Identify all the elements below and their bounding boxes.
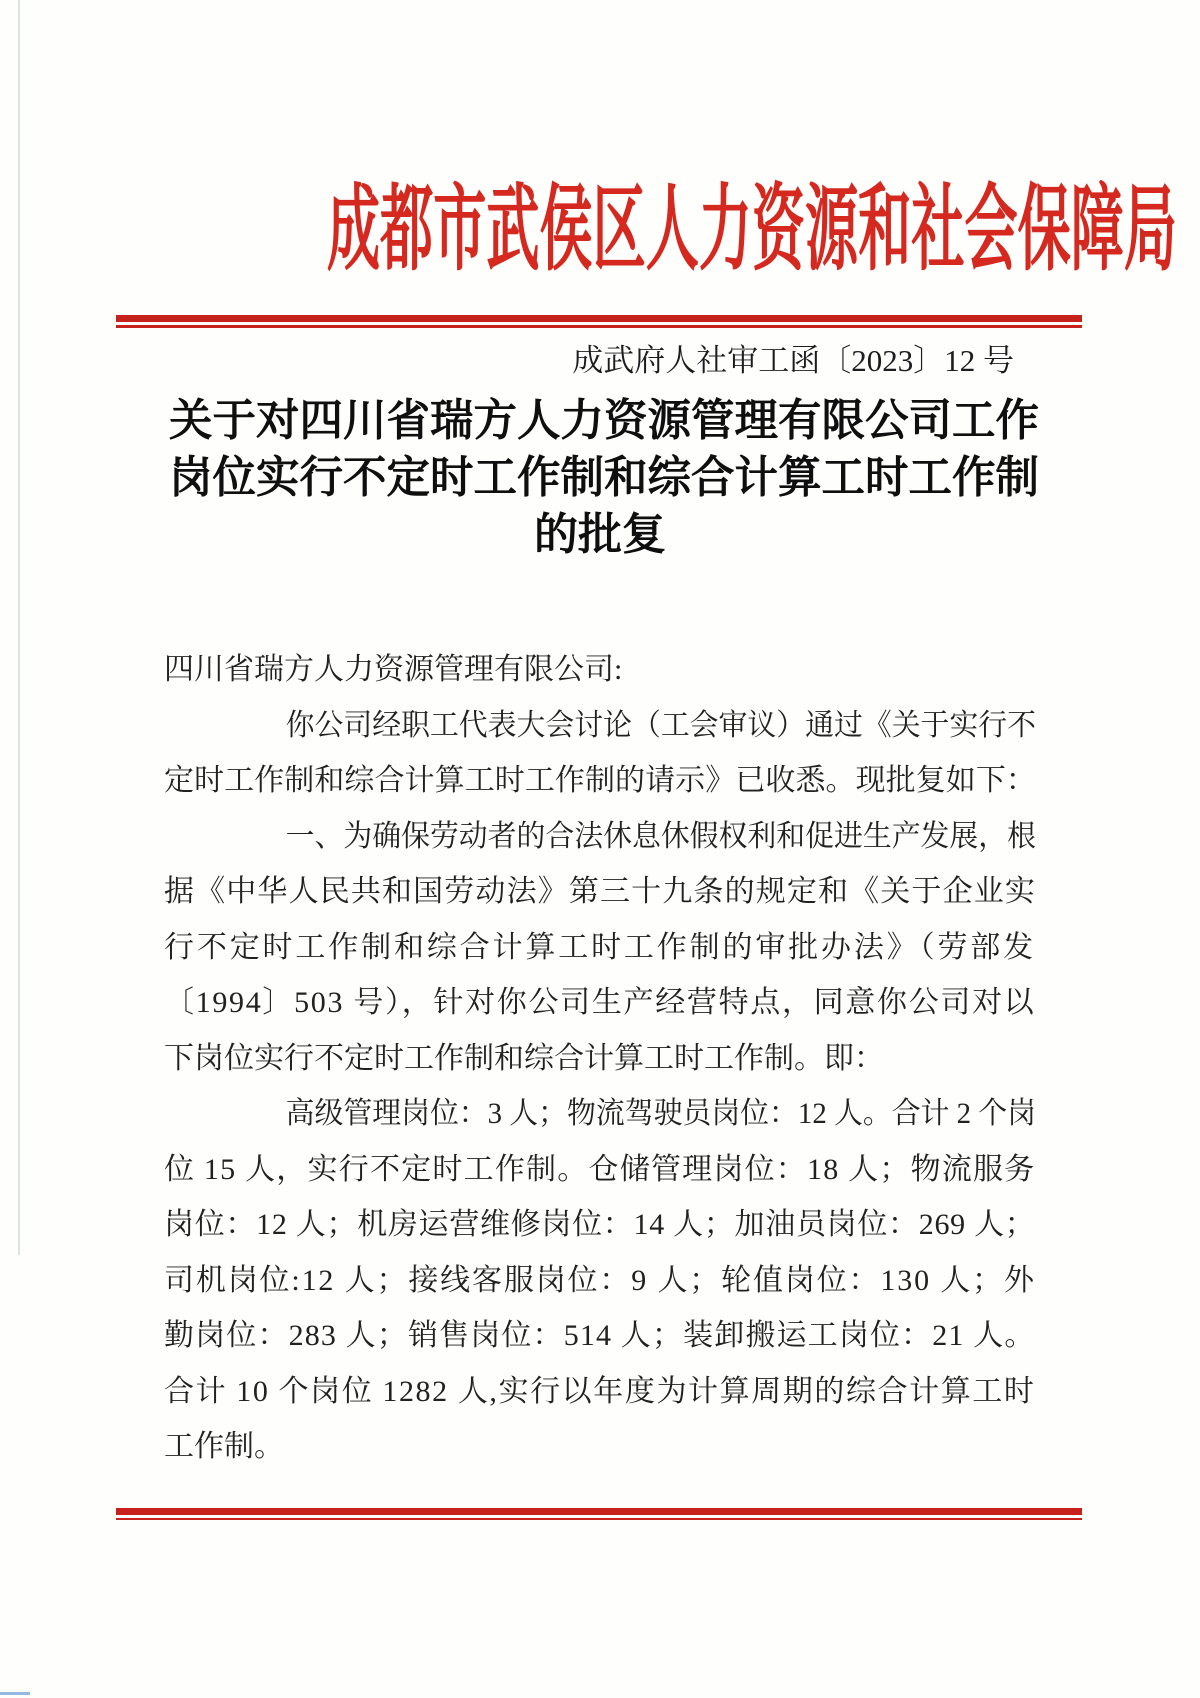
title-line-1-text: 关于对四川省瑞方人力资源管理有限公司工作 [169,396,1039,445]
scan-artifact-blue-mark [0,1692,30,1695]
body-line: 〔1994〕503 号），针对你公司生产经营特点，同意你公司对以 [164,986,1036,1019]
body-line: 定时工作制和综合计算工时工作制的请示》已收悉。现批复如下： [164,764,1036,797]
salutation-line [164,642,1036,698]
title-line-3-text: 的批复 [534,510,666,559]
body-line: 工作制。 [164,1430,284,1463]
title-line-2-text: 岗位实行不定时工作制和综合计算工时工作制 [169,453,1039,502]
salutation-text: 四川省瑞方人力资源管理有限公司: [164,653,623,686]
body-line: 下岗位实行不定时工作制和综合计算工时工作制。即： [164,1041,884,1075]
body-line: 位 15 人，实行不定时工作制。仓储管理岗位：18 人；物流服务 [164,1152,1036,1186]
body-line: 岗位：12 人；机房运营维修岗位：14 人；加油员岗位：269 人； [164,1208,1036,1241]
document-number-text: 成武府人社审工函〔2023〕12 号 [572,343,1014,378]
body-line: 一、为确保劳动者的合法休息休假权利和促进生产发展，根 [285,819,1037,853]
body-line: 合计 10 个岗位 1282 人,实行以年度为计算周期的综合计算工时 [164,1374,1036,1408]
letterhead-divider-rule [116,315,1082,328]
body-line: 你公司经职工代表大会讨论（工会审议）通过《关于实行不 [285,708,1037,742]
body-line: 据《中华人民共和国劳动法》第三十九条的规定和《关于企业实 [164,875,1036,908]
body-line: 勤岗位：283 人；销售岗位：514 人；装卸搬运工岗位：21 人。 [164,1319,1036,1352]
footer-divider-rule [116,1508,1082,1520]
title-line-1 [164,392,1039,449]
title-line-2 [164,449,1039,506]
letterhead-agency-name [0,170,1200,290]
document-body [164,642,1036,1475]
title-line-3 [164,506,1036,563]
letterhead-agency-name-text: 成都市武侯区人力资源和社会保障局 [327,178,1178,282]
body-line: 行不定时工作制和综合计算工时工作制的审批办法》（劳部发 [164,930,1036,964]
body-line: 司机岗位:12 人；接线客服岗位：9 人；轮值岗位：130 人；外 [164,1263,1036,1297]
body-line: 高级管理岗位：3 人；物流驾驶员岗位：12 人。合计 2 个岗 [285,1097,1037,1130]
document-title [164,392,1039,563]
document-number [164,340,1036,382]
